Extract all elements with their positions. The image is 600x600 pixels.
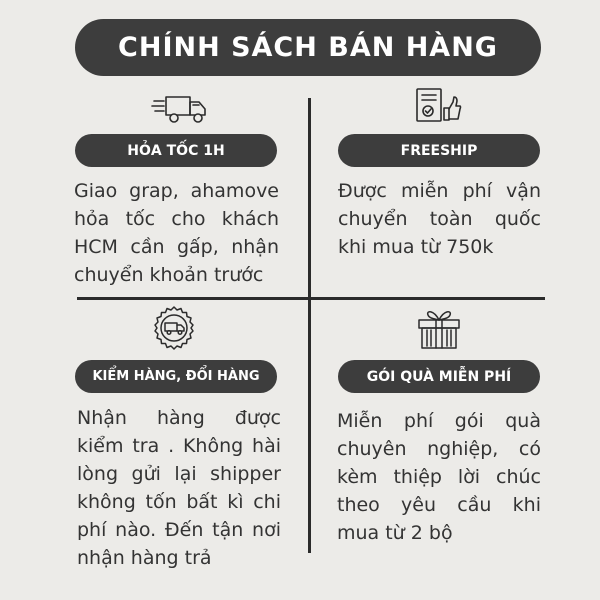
delivery-truck-icon — [150, 93, 210, 127]
section-label-express: HỎA TỐC 1H — [75, 134, 277, 167]
section-text-freeship: Được miễn phí vận chuyển toàn quốc khi mua từ 750k — [338, 180, 541, 258]
section-text-gift-wrap: Miễn phí gói quà chuyên nghiệp, có kèm thiệp lời chúc theo yêu cầu khi mua từ 2 bộ — [337, 410, 541, 544]
vertical-divider — [308, 98, 311, 553]
horizontal-divider — [77, 297, 545, 300]
document-thumbs-up-icon — [414, 86, 462, 126]
section-text-inspect-return: Nhận hàng được kiểm tra . Không hài lòng gửi lại shipper không tốn bất kì chi phí nào. Đến tận nơi nhận hàng trả — [77, 407, 281, 569]
section-label-inspect-return: KIỂM HÀNG, ĐỔI HÀNG — [75, 360, 277, 393]
section-label-freeship: FREESHIP — [338, 134, 540, 167]
page-title: CHÍNH SÁCH BÁN HÀNG — [75, 19, 541, 76]
section-label-gift-wrap: GÓI QUÀ MIỄN PHÍ — [338, 360, 540, 393]
truck-badge-icon — [151, 305, 197, 351]
section-text-express: Giao grap, ahamove hỏa tốc cho khách HCM cần gấp, nhận chuyển khoản trước — [74, 180, 279, 286]
gift-box-icon — [416, 305, 462, 351]
